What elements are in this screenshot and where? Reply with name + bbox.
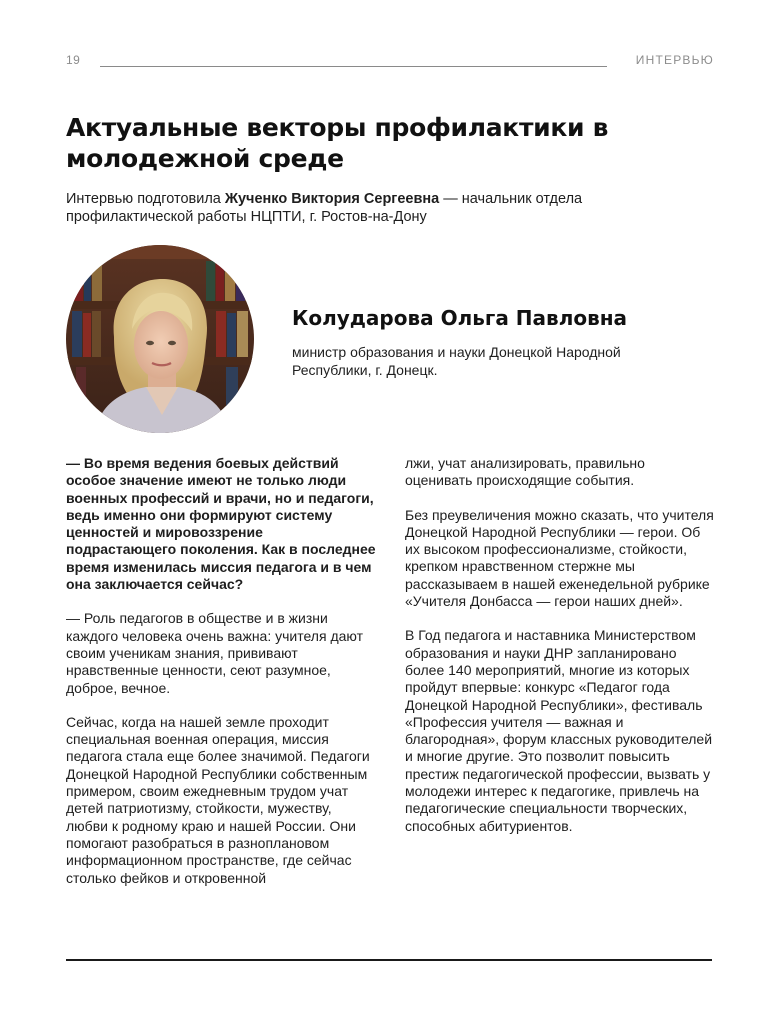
paragraph: — Роль педагогов в обществе и в жизни каждого человека очень важна: учителя дают своим ученикам знания, прививают нравственные ценности, сеют разумное, доброе, вечное. <box>66 610 364 696</box>
article-column-left <box>66 455 376 904</box>
byline-prefix: Интервью подготовила <box>66 191 221 207</box>
article-column-right <box>405 455 715 852</box>
byline-suffix: — начальник отдела профилактической работы НЦПТИ, г. Ростов-на-Дону <box>66 191 583 225</box>
paragraph: Без преувеличения можно сказать, что учителя Донецкой Народной Республики — герои. Об их высоком профессионализме, стойкости, крепком нравственном стержне мы рассказываем в нашей еженедельной рубрике «Учителя Донбасса — герои наших дней». <box>405 506 714 610</box>
interviewee-name: Колударова Ольга Павловна <box>292 306 628 330</box>
paragraph: В Год педагога и наставника Министерством образования и науки ДНР запланировано более 140 мероприятий, многие из которых пройдут впервые: конкурс «Педагог года Донецкой Народной Республики», фестиваль «Профессия учителя — важная и благородная», форум классных руководителей и многие другие. Это позволит повысить престиж педагогической профессии, вызвать у молодежи интерес к педагогике, привлечь на педагогические специальности творческих, способных абитуриентов. <box>405 627 713 834</box>
byline-author: Жученко Виктория Сергеевна <box>224 191 440 207</box>
paragraph: лжи, учат анализировать, правильно оценивать происходящие события. <box>405 455 645 489</box>
page-number: 19 <box>66 53 81 67</box>
interview-question: — Во время ведения боевых действий особое значение имеют не только люди военных профессий и врачи, но и педагоги, ведь именно они формируют систему ценностей и мировоззрение подрастающего поколения. Как в последнее время изменилась миссия педагога и в чем она заключается сейчас? <box>66 455 376 593</box>
interviewee-role: министр образования и науки Донецкой Народной Республики, г. Донецк. <box>292 344 621 378</box>
interviewee-portrait <box>66 245 254 433</box>
paragraph: Сейчас, когда на нашей земле проходит специальная военная операция, миссия педагога стала еще более значимой. Педагоги Донецкой Народной Республики собственным примером, своим ежедневным трудом учат детей патриотизму, стойкости, мужеству, любви к родному краю и нашей России. Они помогают разобраться в разноплановом информационном пространстве, где сейчас столько фейков и откровенной <box>66 713 370 886</box>
byline <box>66 190 666 226</box>
footer-divider <box>66 959 712 961</box>
article-title: Актуальные векторы профилактики в молодежной среде <box>66 113 609 173</box>
section-label: ИНТЕРВЬЮ <box>635 53 714 67</box>
header-divider <box>100 66 607 67</box>
